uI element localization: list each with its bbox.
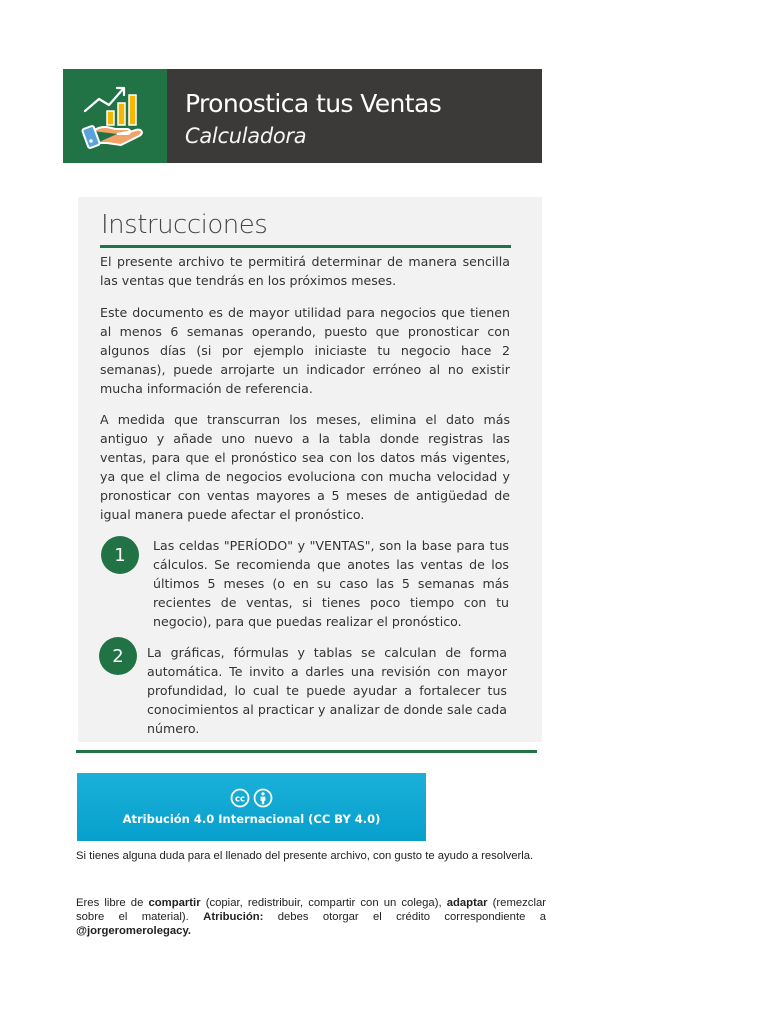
growth-chart-hand-icon — [79, 81, 151, 151]
license-fragment: Eres libre de — [76, 897, 149, 909]
svg-text:cc: cc — [234, 794, 246, 805]
instruction-paragraph-3: A medida que transcurran los meses, elimina el dato más antiguo y añade uno nuevo a la tabla donde registras las ventas, para que el pronóstico sea con los datos más vigentes, ya que el clima de negocios evoluciona con mucha velocidad y pronosticar con ventas mayores a 5 meses de antigüedad de igual manera puede afectar el pronóstico. — [100, 412, 510, 522]
instructions-heading: Instrucciones — [101, 210, 268, 240]
license-emphasis: @jorgeromerolegacy. — [76, 925, 192, 937]
license-emphasis: compartir — [148, 897, 201, 909]
license-banner[interactable] — [77, 773, 426, 841]
license-fragment: (remezclar sobre el material). — [76, 897, 546, 923]
heading-divider — [100, 245, 511, 248]
step-badge-2: 2 — [99, 637, 137, 675]
step-text-1: Las celdas "PERÍODO" y "VENTAS", son la base para tus cálculos. Se recomienda que anotes las ventas de los últimos 5 meses (o en su caso las 5 semanas más recientes de ventas, si tienes poco tiempo con tu negocio), para que puedas realizar el pronóstico. — [153, 538, 509, 629]
section-divider — [76, 750, 537, 753]
attribution-person-icon — [253, 788, 273, 808]
license-label: Atribución 4.0 Internacional (CC BY 4.0) — [122, 812, 381, 826]
page-title: Pronostica tus Ventas — [185, 89, 442, 118]
license-fragment: (copiar, redistribuir, compartir con un colega), — [200, 897, 447, 909]
license-text — [76, 896, 546, 938]
license-fragment: debes otorgar el crédito correspondiente a — [263, 911, 547, 923]
license-emphasis: adaptar — [446, 897, 488, 909]
help-text: Si tienes alguna duda para el llenado del presente archivo, con gusto te ayudo a resolverla. — [76, 850, 534, 862]
step-badge-1: 1 — [101, 536, 139, 574]
instruction-paragraph-1: El presente archivo te permitirá determinar de manera sencilla las ventas que tendrás en los próximos meses. — [100, 254, 510, 288]
header-banner — [63, 69, 542, 163]
instruction-paragraph-2: Este documento es de mayor utilidad para negocios que tienen al menos 6 semanas operando, puesto que pronosticar con algunos días (si por ejemplo iniciaste tu negocio hace 2 semanas), puede arrojarte un indicador erróneo al no existir mucha información de referencia. — [100, 305, 510, 396]
license-emphasis: Atribución: — [203, 911, 264, 923]
logo — [63, 69, 167, 163]
cc-icon — [230, 788, 250, 808]
step-text-2: La gráficas, fórmulas y tablas se calculan de forma automática. Te invito a darles una revisión con mayor profundidad, lo cual te puede ayudar a fortalecer tus conocimientos al practicar y analizar de donde sale cada número. — [147, 645, 507, 736]
license-icons — [230, 788, 273, 808]
page-subtitle: Calculadora — [185, 124, 307, 148]
